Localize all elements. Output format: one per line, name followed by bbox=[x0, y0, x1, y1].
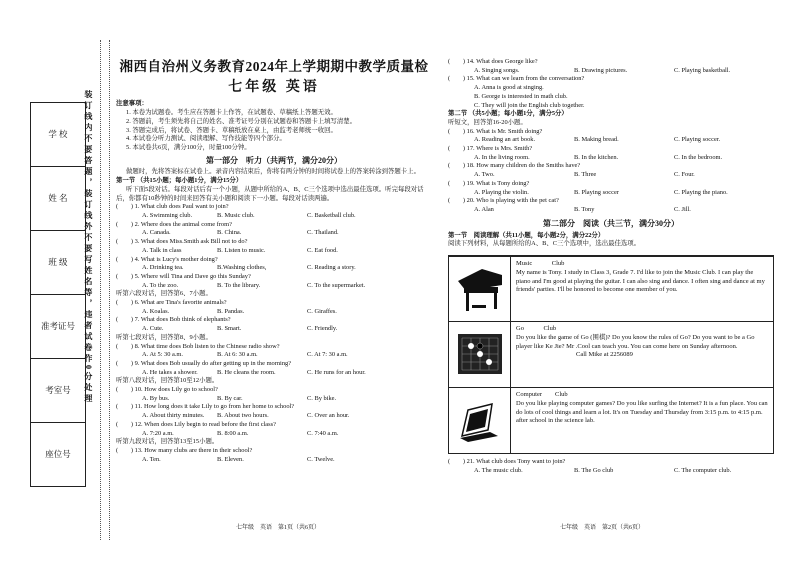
question-options bbox=[116, 395, 432, 404]
option: A. In the living room. bbox=[474, 153, 530, 161]
club-card-computer bbox=[448, 388, 774, 454]
option-b: B. The Go club bbox=[574, 466, 614, 474]
question-text: ( ) 13. How many clubs are there in their school? bbox=[116, 446, 253, 454]
option: B. China. bbox=[217, 229, 242, 237]
option: C. They will join the English club together. bbox=[474, 101, 585, 109]
question-text: ( ) 17. Where is Mrs. Smith? bbox=[448, 145, 533, 153]
option: C. At 7: 30 a.m. bbox=[307, 351, 348, 359]
question-text: ( ) 10. How does Lily go to school? bbox=[116, 386, 218, 394]
option: C. Playing basketball. bbox=[674, 66, 731, 74]
question-options bbox=[116, 247, 432, 256]
option: A. Drinking tea. bbox=[142, 264, 184, 272]
option: B. 8:00 a.m. bbox=[217, 429, 249, 437]
option: B. Playing soccer bbox=[574, 188, 619, 196]
binding-line bbox=[100, 40, 101, 540]
question-options bbox=[448, 136, 774, 145]
piano-icon bbox=[449, 257, 511, 321]
notice-item: 2. 答题前，考生须先将自己的姓名、准考证号分别在试题卷和答题卡上填写清楚。 bbox=[126, 117, 357, 125]
question-text: ( ) 19. What is Tony doing? bbox=[448, 179, 530, 187]
option: B. Music club. bbox=[217, 212, 255, 219]
section-instruction: 听第六段对话，回答第6、7小题。 bbox=[116, 290, 212, 298]
notice-item: 3. 答题完成后，将试卷、答题卡、草稿纸放在桌上，由监考老师统一收回。 bbox=[126, 126, 337, 134]
option: A. At 5: 30 a.m. bbox=[142, 351, 184, 359]
part1-sec1-title: 第一节 （共15小题；每小题1分，满分15分） bbox=[116, 177, 243, 185]
question-text: ( ) 18. How many children do the Smiths have? bbox=[448, 162, 581, 170]
option: A. About thirty minutes. bbox=[142, 412, 205, 420]
option: A. Canada. bbox=[142, 229, 171, 237]
question-21-options bbox=[448, 467, 774, 476]
club-name-computer: Computer Club bbox=[516, 390, 568, 398]
notice-heading: 注意事项： bbox=[116, 100, 148, 108]
student-info-table bbox=[30, 102, 86, 487]
question-list-left bbox=[116, 203, 432, 464]
option: B. About two hours. bbox=[217, 412, 269, 420]
exam-subtitle: 七年级 英语 bbox=[228, 80, 320, 96]
option: B.Washing clothes, bbox=[217, 264, 267, 272]
club-name-go: Go Club bbox=[516, 324, 557, 332]
club-text-go bbox=[511, 322, 773, 387]
binding-note: 装订线内不要答题，装订线外不要写姓名等，违者试卷作0分处理 bbox=[83, 90, 93, 405]
question-options bbox=[448, 154, 774, 163]
class-label: 班 级 bbox=[31, 231, 86, 295]
option: C. Playing the piano. bbox=[674, 188, 728, 196]
part2-intro: 阅读下列材料，从每题所给的A、B、C三个选项中，选出最佳选项。 bbox=[448, 240, 641, 248]
question-options bbox=[116, 412, 432, 421]
part2-title: 第二部分 阅读（共三节，满分30分） bbox=[543, 218, 679, 228]
section-instruction: 听短文，回答第16-20小题。 bbox=[448, 118, 527, 126]
option: C. Jill. bbox=[674, 205, 691, 213]
option: A. By bus. bbox=[142, 394, 170, 402]
clubs-table bbox=[448, 255, 774, 454]
section-instruction: 听第八段对话，回答第10至12小题。 bbox=[116, 377, 219, 385]
notice-list bbox=[116, 109, 432, 153]
option: C. To the supermarket. bbox=[307, 281, 366, 289]
option: A. Ten. bbox=[142, 455, 161, 463]
section-instruction: 听第九段对话，回答第13至15小题。 bbox=[116, 438, 219, 446]
option: A. Reading an art book. bbox=[474, 136, 536, 144]
option: B. Drawing pictures. bbox=[574, 66, 628, 74]
option: C. Eat food. bbox=[307, 246, 338, 254]
question-text: ( ) 2. Where does the animal come from? bbox=[116, 220, 232, 228]
part1-sec1-intro: 听下面5段对话。每段对话后有一个小题，从题中所给的A、B、C三个选项中选出最佳选项。听完每段对话后，你都有10秒钟的时间来回答有关小题和阅读下一小题。每段对话读两遍。 bbox=[116, 185, 424, 202]
option: C. 7:40 a.m. bbox=[307, 429, 339, 437]
club-name-music: Music Club bbox=[516, 259, 565, 267]
option: C. Four. bbox=[674, 171, 695, 179]
question-text: ( ) 7. What does Bob think of elephants? bbox=[116, 316, 231, 324]
option: B. Pandas. bbox=[217, 307, 245, 315]
option: B. He cleans the room. bbox=[217, 368, 276, 376]
option: A. Swimming club. bbox=[142, 212, 193, 219]
name-label: 姓 名 bbox=[31, 167, 86, 231]
school-label: 学 校 bbox=[31, 103, 86, 167]
question-text: ( ) 15. What can we learn from the conversation? bbox=[448, 75, 585, 83]
option: B. Listen to music. bbox=[217, 246, 266, 254]
option-c: C. The computer club. bbox=[674, 466, 732, 474]
option: B. Making bread. bbox=[574, 136, 619, 144]
option: C. Giraffes. bbox=[307, 307, 337, 315]
question-text: ( ) 5. Where will Tina and Dave go this Sunday? bbox=[116, 272, 251, 280]
question-text: ( ) 3. What does Miss.Smith ask Bill not to do? bbox=[116, 238, 248, 246]
question-text: ( ) 12. When does Lily begin to read before the first class? bbox=[116, 420, 276, 428]
option: C. Thailand. bbox=[307, 229, 339, 237]
club-contact-go: Call Mike at 2256089 bbox=[576, 351, 633, 359]
exam-title: 湘西自治州义务教育2024年上学期期中教学质量检 bbox=[119, 59, 429, 74]
question-options bbox=[448, 189, 774, 198]
option: B. At 6: 30 a.m. bbox=[217, 351, 258, 359]
question-text: ( ) 9. What does Bob usually do after getting up in the morning? bbox=[116, 359, 292, 367]
right-column bbox=[448, 58, 774, 475]
option: C. Twelve. bbox=[307, 455, 335, 463]
option: B. In the kitchen. bbox=[574, 153, 619, 161]
option: B. George is interested in math club. bbox=[474, 92, 568, 100]
option: A. Cute. bbox=[142, 325, 164, 333]
question-text: ( ) 6. What are Tina's favorite animals? bbox=[116, 299, 227, 307]
option: C. Over an hour. bbox=[307, 412, 350, 420]
question-options bbox=[116, 229, 432, 238]
binding-line-2 bbox=[109, 40, 110, 540]
question-options bbox=[116, 212, 432, 221]
option: A. 7:20 a.m. bbox=[142, 429, 174, 437]
option: B. Tony bbox=[574, 205, 595, 213]
question-text: ( ) 14. What does George like? bbox=[448, 58, 538, 65]
question-text: ( ) 20. Who is playing with the pet cat? bbox=[448, 197, 559, 205]
option: C. Friendly. bbox=[307, 325, 338, 333]
exam-id-label: 准考证号 bbox=[31, 295, 86, 359]
question-text: ( ) 1. What club does Paul want to join? bbox=[116, 203, 229, 211]
option: B. Smart. bbox=[217, 325, 242, 333]
notice-item: 1. 本卷为试题卷。考生应在答题卡上作答，在试题卷、草稿纸上答题无效。 bbox=[126, 109, 337, 117]
club-desc-go: Do you like the game of Go (围棋)? Do you know the rules of Go? Do you want to be a Go player like Ke Jie? Mr .Cool can teach you. You can come here on Sunday afternoon. bbox=[516, 333, 755, 350]
question-text: ( ) 4. What is Lucy's mother doing? bbox=[116, 255, 218, 263]
section-title: 第二节 （共5小题；每小题1分，满分5分） bbox=[448, 110, 568, 118]
option: A. Two. bbox=[474, 171, 495, 179]
option: A. Talk in class bbox=[142, 246, 182, 254]
club-text-music bbox=[511, 257, 773, 321]
notice-item: 4. 本试卷分听力测试、阅读理解、写作技能等四个部分。 bbox=[126, 135, 286, 143]
option: B. By car. bbox=[217, 394, 243, 402]
question-text: ( ) 11. How long does it take Lily to go from her home to school? bbox=[116, 403, 295, 411]
question-options bbox=[448, 67, 774, 76]
notice-item: 5. 本试卷共6页，满分100分，时量100分钟。 bbox=[126, 143, 251, 151]
go-board-icon bbox=[449, 322, 511, 387]
footer-right: 七年级 英语 第2页（共6页） bbox=[560, 525, 645, 531]
question-21 bbox=[448, 458, 774, 475]
computer-icon bbox=[449, 388, 511, 453]
left-column bbox=[116, 58, 432, 464]
room-label: 考室号 bbox=[31, 359, 86, 423]
option: B. Three bbox=[574, 171, 597, 179]
question-options bbox=[116, 430, 432, 439]
part1-title: 第一部分 听力（共两节，满分20分） bbox=[206, 155, 342, 165]
question-options bbox=[116, 308, 432, 317]
option: A. Anna is good at singing. bbox=[474, 84, 544, 92]
option: A. He takes a shower. bbox=[142, 368, 198, 376]
club-desc-computer: Do you like playing computer games? Do you like surfing the Internet? It is a fun place. You can do lots of cool things and learn a lot. It's on Tuesday and Thursday from 3:15 p.m. to 4:15 p.m. after school in the science lab. bbox=[516, 399, 768, 425]
part2-sec1-title: 第一节 阅读理解（共11小题，每小题2分，满分22分） bbox=[448, 231, 605, 239]
question-list-right bbox=[448, 58, 774, 215]
question-options bbox=[116, 456, 432, 465]
question-options bbox=[116, 264, 432, 273]
option: A. Alan bbox=[474, 205, 494, 213]
footer-left: 七年级 英语 第1页（共6页） bbox=[236, 525, 321, 531]
club-text-computer bbox=[511, 388, 773, 453]
question-options bbox=[116, 325, 432, 334]
question-text: ( ) 16. What is Mr. Smith doing? bbox=[448, 127, 543, 135]
club-card-go bbox=[448, 322, 774, 388]
option-a: A. The music club. bbox=[474, 466, 523, 474]
option: C. Reading a story. bbox=[307, 264, 356, 272]
part1-intro: 做题时，先将答案标在试卷上。录音内容结束后，你将有两分钟的时间将试卷上的答案转涂到答题卡上。 bbox=[126, 168, 420, 176]
option: C. He runs for an hour. bbox=[307, 368, 366, 376]
club-card-music bbox=[448, 256, 774, 322]
option: B. To the library. bbox=[217, 281, 261, 289]
seat-label: 座位号 bbox=[31, 423, 86, 487]
question-options bbox=[448, 171, 774, 180]
option: A. Playing the violin. bbox=[474, 188, 529, 196]
option: C. In the bedroom. bbox=[674, 153, 723, 161]
question-text: ( ) 8. What time does Bob listen to the Chinese radio show? bbox=[116, 342, 280, 350]
option: A. Koalas. bbox=[142, 307, 170, 315]
option: A. To the zoo. bbox=[142, 281, 179, 289]
option: C. Basketball club. bbox=[307, 212, 356, 219]
club-desc-music: My name is Tony. I study in Class 3, Grade 7. I'd like to join the Music Club. I can play the piano and I'm good at playing the guitar. I can also sing and dance. I often sing and dance at my friends' parties. I'll be honored to become one member of you. bbox=[516, 268, 765, 294]
option: A. Singing songs. bbox=[474, 66, 520, 74]
option: C. Playing soccer. bbox=[674, 136, 721, 144]
option: C. By bike. bbox=[307, 394, 337, 402]
option: B. Eleven. bbox=[217, 455, 244, 463]
question-options bbox=[116, 351, 432, 360]
question-21-text: ( ) 21. What club does Tony want to join? bbox=[448, 457, 566, 465]
section-instruction: 听第七段对话，回答第8、9小题。 bbox=[116, 333, 212, 341]
question-options bbox=[448, 206, 774, 215]
